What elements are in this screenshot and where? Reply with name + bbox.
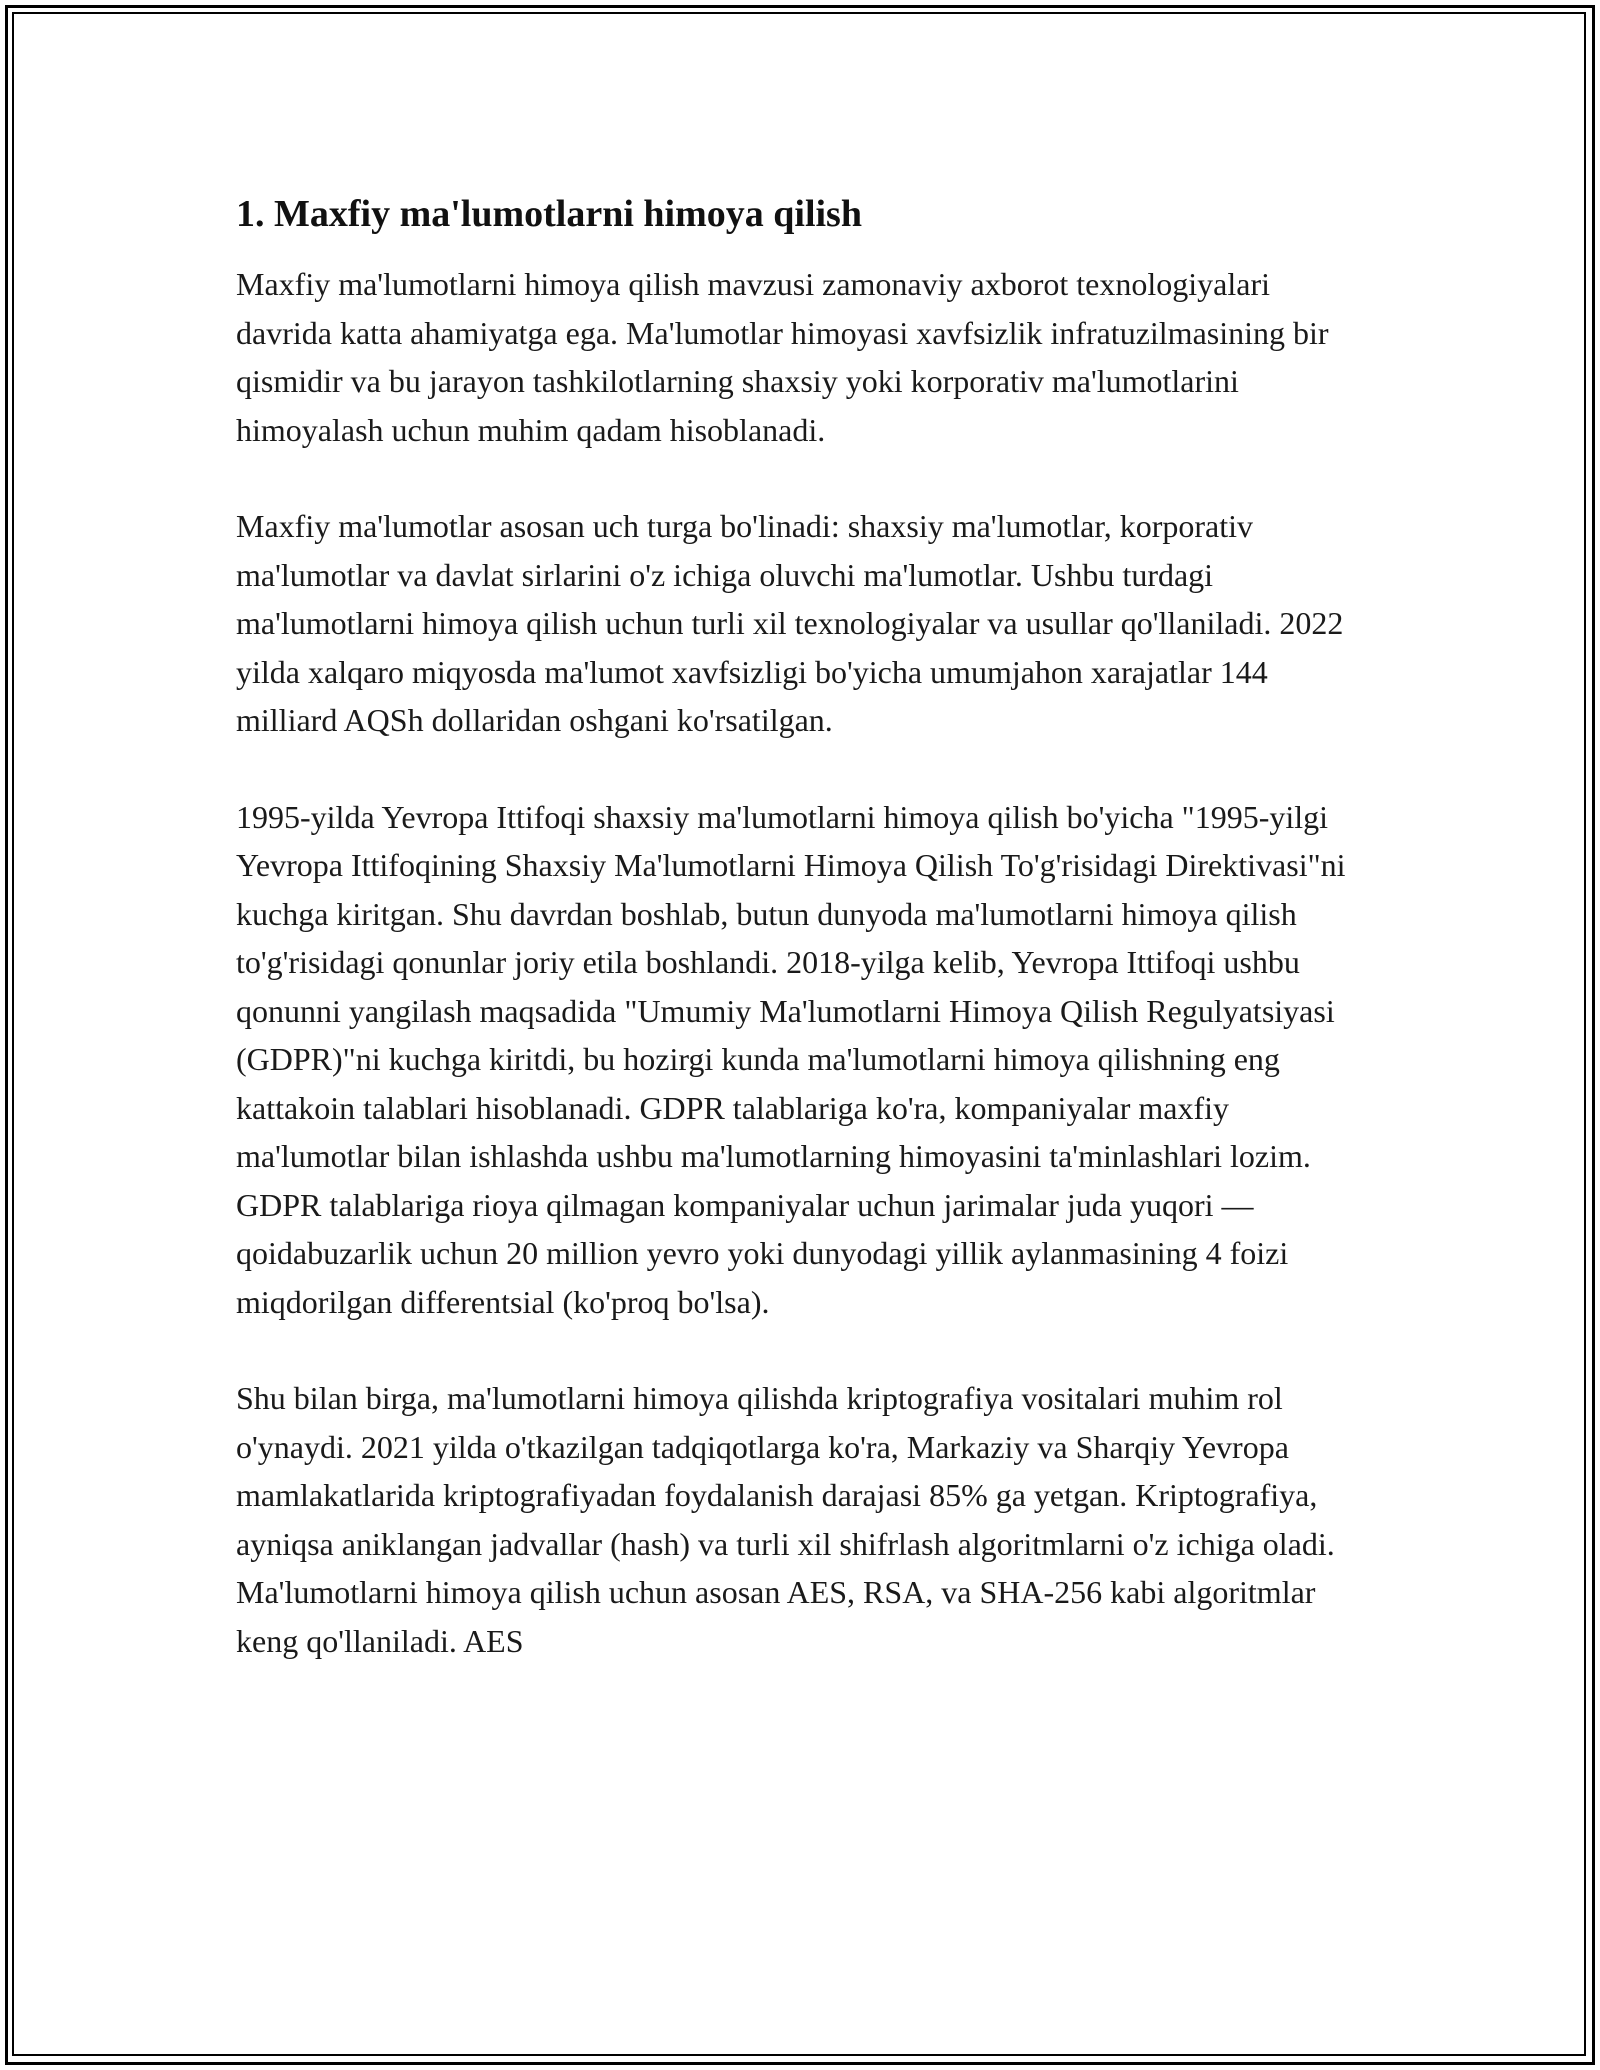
paragraph-types: Maxfiy ma'lumotlar asosan uch turga bo'linadi: shaxsiy ma'lumotlar, korporativ ma'lumotlar va davlat sirlarini o'z ichiga oluvchi ma'lumotlar. Ushbu turdagi ma'lumotlarni himoya qilish uchun turli xil texnologiyalar va usullar qo'llaniladi. 2022 yilda xalqaro miqyosda ma'lumot xavfsizligi bo'yicha umumjahon xarajatlar 144 milliard AQSh dollaridan oshgani ko'rsatilgan.: [236, 508, 1344, 738]
paragraph-cryptography: Shu bilan birga, ma'lumotlarni himoya qilishda kriptografiya vositalari muhim rol o'ynaydi. 2021 yilda o'tkazilgan tadqiqotlarga ko'ra, Markaziy va Sharqiy Yevropa mamlakatlarida kriptografiyadan foydalanish darajasi 85% ga yetgan. Kriptografiya, ayniqsa aniklangan jadvallar (hash) va turli xil shifrlash algoritmlarni o'z ichiga oladi. Ma'lumotlarni himoya qilish uchun asosan AES, RSA, va SHA-256 kabi algoritmlar keng qo'llaniladi. AES: [236, 1380, 1335, 1659]
paragraph-intro: Maxfiy ma'lumotlarni himoya qilish mavzusi zamonaviy axborot texnologiyalari davrida katta ahamiyatga ega. Ma'lumotlar himoyasi xavfsizlik infratuzilmasining bir qismidir va bu jarayon tashkilotlarning shaxsiy yoki korporativ ma'lumotlarini himoyalash uchun muhim qadam hisoblanadi.: [236, 266, 1329, 448]
document-body: [236, 188, 1356, 1665]
paragraph-gdpr: 1995-yilda Yevropa Ittifoqi shaxsiy ma'lumotlarni himoya qilish bo'yicha "1995-yilgi Yevropa Ittifoqining Shaxsiy Ma'lumotlarni Himoya Qilish To'g'risidagi Direktivasi"ni kuchga kiritgan. Shu davrdan boshlab, butun dunyoda ma'lumotlarni himoya qilish to'g'risidagi qonunlar joriy etila boshlandi. 2018-yilga kelib, Yevropa Ittifoqi ushbu qonunni yangilash maqsadida "Umumiy Ma'lumotlarni Himoya Qilish Regulyatsiyasi (GDPR)"ni kuchga kiritdi, bu hozirgi kunda ma'lumotlarni himoya qilishning eng kattakoin talablari hisoblanadi. GDPR talablariga ko'ra, kompaniyalar maxfiy ma'lumotlar bilan ishlashda ushbu ma'lumotlarning himoyasini ta'minlashlari lozim. GDPR talablariga rioya qilmagan kompaniyalar uchun jarimalar juda yuqori — qoidabuzarlik uchun 20 million yevro yoki dunyodagi yillik aylanmasining 4 foizi miqdorilgan differentsial (ko'proq bo'lsa).: [236, 798, 1346, 1320]
section-heading: 1. Maxfiy ma'lumotlarni himoya qilish: [236, 193, 862, 235]
